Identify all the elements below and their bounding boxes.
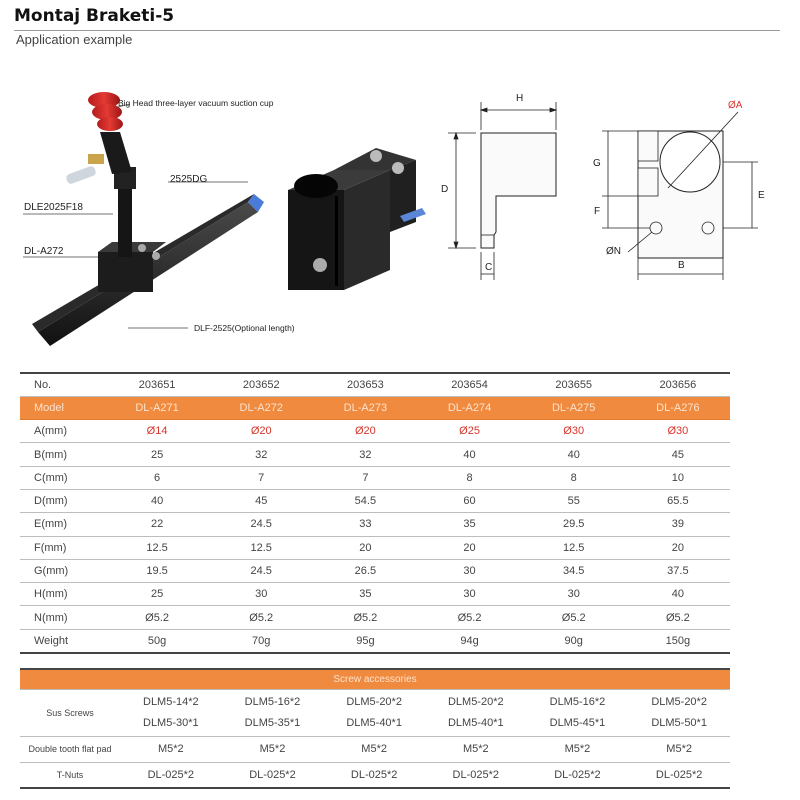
spec-header-cell: 203654 — [417, 373, 521, 396]
table-cell: 55 — [522, 489, 626, 512]
row-label: C(mm) — [20, 466, 105, 489]
table-cell: 12.5 — [522, 536, 626, 559]
spec-header-row — [20, 373, 730, 396]
row-label: Weight — [20, 629, 105, 652]
table-cell: 30 — [417, 559, 521, 582]
accessories-header-row — [20, 669, 730, 689]
spec-header-cell: 203651 — [105, 373, 209, 396]
flat-pad-row — [20, 736, 730, 762]
table-cell: 20 — [313, 536, 417, 559]
page-subtitle: Application example — [16, 32, 133, 47]
table-cell: 37.5 — [626, 559, 730, 582]
spec-row-d — [20, 489, 730, 512]
dim-label-g: G — [593, 158, 601, 169]
table-cell: 26.5 — [313, 559, 417, 582]
table-cell: DL-A272 — [209, 396, 313, 419]
spec-table — [20, 372, 730, 654]
table-cell: 20 — [417, 536, 521, 559]
row-label: A(mm) — [20, 420, 105, 443]
table-cell: DL-025*2 — [527, 762, 629, 788]
table-cell: 30 — [417, 583, 521, 606]
spec-row-b — [20, 443, 730, 466]
table-cell: DL-A274 — [417, 396, 521, 419]
table-cell: 25 — [105, 443, 209, 466]
dim-label-a: ØA — [728, 100, 743, 111]
page-title: Montaj Braketi-5 — [14, 6, 175, 26]
table-cell: Ø5.2 — [626, 606, 730, 629]
table-cell: 24.5 — [209, 513, 313, 536]
screw-line: DLM5-20*2 — [447, 695, 504, 708]
table-cell: DL-A275 — [522, 396, 626, 419]
spec-row-g — [20, 559, 730, 582]
table-cell: 8 — [522, 466, 626, 489]
screw-cell — [628, 689, 730, 736]
screw-cell — [425, 689, 527, 736]
table-cell: Ø25 — [417, 420, 521, 443]
spec-header-cell: 203652 — [209, 373, 313, 396]
screw-line: DLM5-50*1 — [651, 716, 707, 729]
table-cell: Ø14 — [105, 420, 209, 443]
table-cell: 12.5 — [209, 536, 313, 559]
table-cell: 7 — [313, 466, 417, 489]
table-cell: 35 — [313, 583, 417, 606]
table-cell: DL-025*2 — [425, 762, 527, 788]
table-cell: Ø5.2 — [209, 606, 313, 629]
row-label: Model — [20, 396, 105, 419]
table-cell: 19.5 — [105, 559, 209, 582]
row-label: Sus Screws — [20, 689, 120, 736]
table-cell: M5*2 — [222, 736, 324, 762]
table-cell: DL-A276 — [626, 396, 730, 419]
screw-line: DLM5-35*1 — [244, 716, 301, 729]
row-label: D(mm) — [20, 489, 105, 512]
row-label: G(mm) — [20, 559, 105, 582]
table-cell: 40 — [626, 583, 730, 606]
table-cell: Ø5.2 — [105, 606, 209, 629]
spec-row-weight — [20, 629, 730, 652]
label-suction-cup: Big Head three-layer vacuum suction cup — [118, 98, 274, 108]
sus-screws-row — [20, 689, 730, 736]
spec-header-cell: 203653 — [313, 373, 417, 396]
table-cell: 150g — [626, 629, 730, 652]
spec-row-c — [20, 466, 730, 489]
table-cell: M5*2 — [628, 736, 730, 762]
table-cell: Ø20 — [209, 420, 313, 443]
front-view-drawing — [588, 96, 788, 286]
dim-label-f: F — [594, 206, 601, 217]
table-cell: M5*2 — [120, 736, 222, 762]
table-cell: 45 — [209, 489, 313, 512]
table-cell: 32 — [313, 443, 417, 466]
accessories-heading: Screw accessories — [20, 669, 730, 689]
screw-line: DLM5-40*1 — [346, 716, 402, 729]
table-cell: 39 — [626, 513, 730, 536]
side-view-drawing — [438, 90, 588, 290]
bracket-illustration — [280, 130, 430, 310]
table-cell: M5*2 — [425, 736, 527, 762]
table-cell: 90g — [522, 629, 626, 652]
table-cell: DL-A271 — [105, 396, 209, 419]
table-cell: 6 — [105, 466, 209, 489]
table-cell: 25 — [105, 583, 209, 606]
spec-row-e — [20, 513, 730, 536]
dim-label-d: D — [441, 184, 449, 195]
screw-line: DLM5-20*2 — [346, 695, 402, 708]
table-cell: 29.5 — [522, 513, 626, 536]
table-cell: 45 — [626, 443, 730, 466]
table-cell: Ø30 — [522, 420, 626, 443]
table-cell: 34.5 — [522, 559, 626, 582]
table-cell: 65.5 — [626, 489, 730, 512]
screw-cell — [120, 689, 222, 736]
table-cell: 54.5 — [313, 489, 417, 512]
row-label: H(mm) — [20, 583, 105, 606]
label-dl-a272: DL-A272 — [24, 246, 64, 257]
table-cell: 10 — [626, 466, 730, 489]
table-cell: 30 — [522, 583, 626, 606]
table-cell: 22 — [105, 513, 209, 536]
row-label: B(mm) — [20, 443, 105, 466]
table-cell: 94g — [417, 629, 521, 652]
screw-line: DLM5-20*2 — [651, 695, 707, 708]
table-cell: DL-A273 — [313, 396, 417, 419]
table-cell: 60 — [417, 489, 521, 512]
dim-label-e: E — [758, 190, 765, 201]
spec-header-cell: 203656 — [626, 373, 730, 396]
table-cell: 8 — [417, 466, 521, 489]
spec-header-no: No. — [20, 373, 105, 396]
screw-line: DLM5-16*2 — [244, 695, 301, 708]
table-cell: 32 — [209, 443, 313, 466]
table-cell: DL-025*2 — [628, 762, 730, 788]
table-cell: Ø20 — [313, 420, 417, 443]
screw-line: DLM5-16*2 — [549, 695, 606, 708]
screw-cell — [323, 689, 425, 736]
accessories-table — [20, 668, 730, 789]
dim-label-c: C — [485, 262, 493, 273]
row-label: T-Nuts — [20, 762, 120, 788]
table-cell: M5*2 — [323, 736, 425, 762]
bracket-photo — [280, 130, 430, 310]
spec-header-cell: 203655 — [522, 373, 626, 396]
table-cell: 35 — [417, 513, 521, 536]
table-cell: 40 — [522, 443, 626, 466]
label-dle2025f18: DLE2025F18 — [24, 202, 83, 213]
label-2525dg: 2525DG — [170, 174, 208, 185]
row-label: N(mm) — [20, 606, 105, 629]
table-cell: Ø5.2 — [522, 606, 626, 629]
side-view-svg — [438, 90, 588, 290]
dim-label-h: H — [516, 93, 524, 104]
spec-row-h — [20, 583, 730, 606]
table-cell: Ø5.2 — [417, 606, 521, 629]
table-cell: DL-025*2 — [323, 762, 425, 788]
spec-row-model — [20, 396, 730, 419]
screw-line: DLM5-40*1 — [447, 716, 504, 729]
screw-cell — [527, 689, 629, 736]
table-cell: 20 — [626, 536, 730, 559]
table-cell: 33 — [313, 513, 417, 536]
spec-row-f — [20, 536, 730, 559]
table-cell: 12.5 — [105, 536, 209, 559]
screw-line: DLM5-14*2 — [143, 695, 199, 708]
screw-line: DLM5-45*1 — [549, 716, 606, 729]
screw-line: DLM5-30*1 — [143, 716, 199, 729]
table-cell: Ø30 — [626, 420, 730, 443]
table-cell: 7 — [209, 466, 313, 489]
spec-row-n — [20, 606, 730, 629]
table-cell: Ø5.2 — [313, 606, 417, 629]
table-cell: 30 — [209, 583, 313, 606]
spec-row-a — [20, 420, 730, 443]
table-cell: 95g — [313, 629, 417, 652]
table-cell: 40 — [417, 443, 521, 466]
table-cell: M5*2 — [527, 736, 629, 762]
t-nuts-row — [20, 762, 730, 788]
label-dlf-2525: DLF-2525(Optional length) — [194, 323, 295, 333]
table-cell: 70g — [209, 629, 313, 652]
table-cell: 40 — [105, 489, 209, 512]
table-cell: 24.5 — [209, 559, 313, 582]
dim-label-n: ØN — [606, 246, 621, 257]
table-cell: DL-025*2 — [120, 762, 222, 788]
table-cell: DL-025*2 — [222, 762, 324, 788]
title-divider — [14, 30, 780, 31]
dim-label-b: B — [678, 260, 685, 271]
row-label: F(mm) — [20, 536, 105, 559]
row-label: E(mm) — [20, 513, 105, 536]
table-cell: 50g — [105, 629, 209, 652]
row-label: Double tooth flat pad — [20, 736, 120, 762]
screw-cell — [222, 689, 324, 736]
